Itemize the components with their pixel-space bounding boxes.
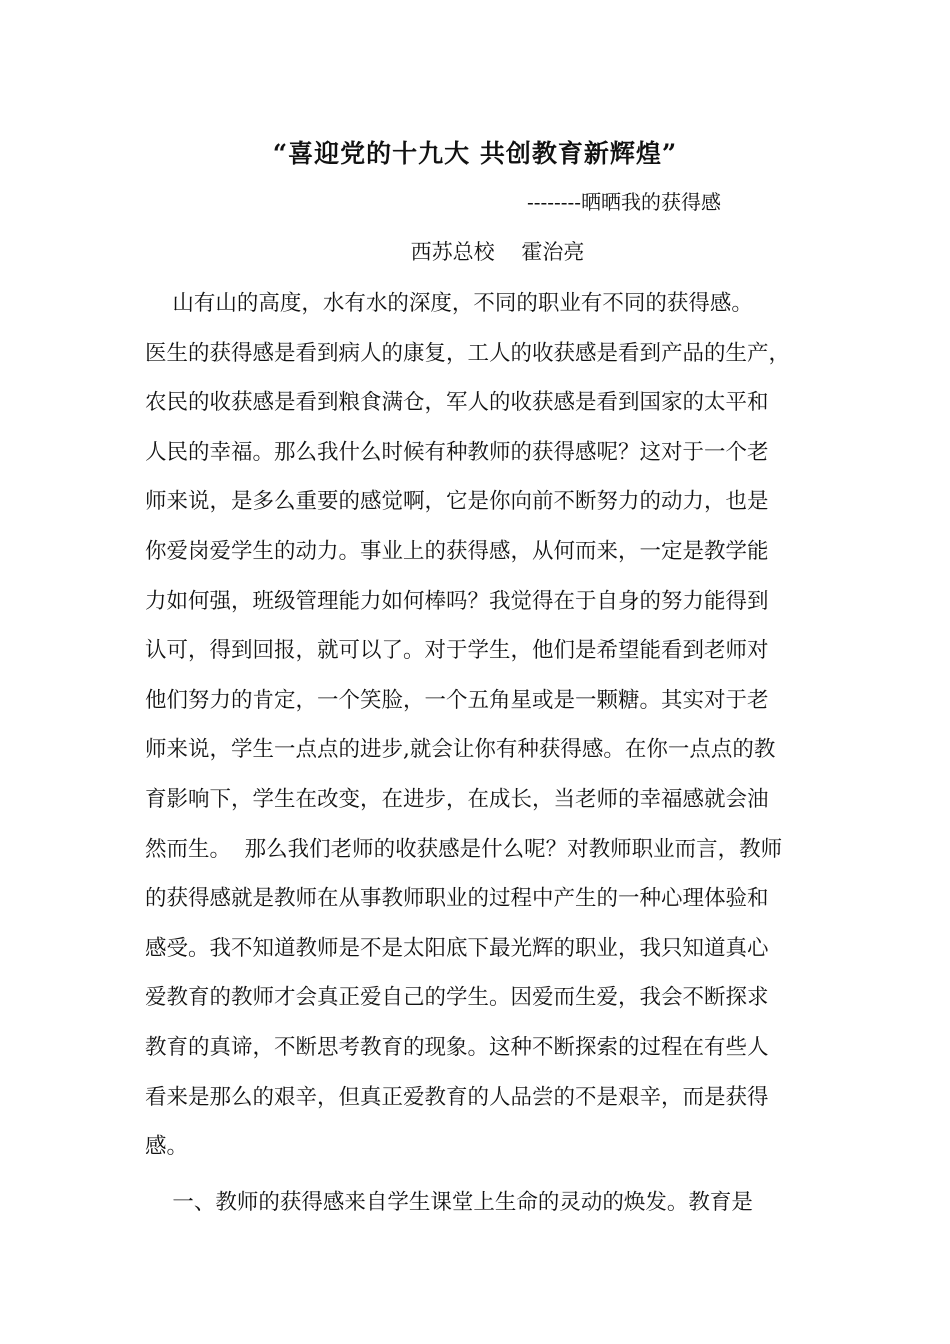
text-line: 教育的真谛，不断思考教育的现象。这种不断探索的过程在有些人 [145, 1034, 769, 1060]
text-line: 看来是那么的艰辛，但真正爱教育的人品尝的不是艰辛，而是获得 [145, 1084, 769, 1110]
text-line: 师来说，是多么重要的感觉啊，它是你向前不断努力的动力，也是 [145, 489, 769, 515]
text-line: 农民的收获感是看到粮食满仓，军人的收获感是看到国家的太平和 [145, 390, 769, 416]
text-line: 育影响下，学生在改变，在进步，在成长，当老师的幸福感就会油 [145, 786, 769, 812]
text-line: 感。 [145, 1134, 189, 1160]
text-line: 山有山的高度，水有水的深度，不同的职业有不同的获得感。 [145, 291, 753, 316]
text-line: 的获得感就是教师在从事教师职业的过程中产生的一种心理体验和 [145, 886, 769, 912]
text-line: 医生的获得感是看到病人的康复，工人的收获感是看到产品的生产， [145, 340, 791, 366]
text-line: 然而生。 那么我们老师的收获感是什么呢？对教师职业而言，教师 [145, 836, 783, 862]
section-heading-line: 一、教师的获得感来自学生课堂上生命的灵动的焕发。教育是 [145, 1189, 753, 1215]
text-line: 你爱岗爱学生的动力。事业上的获得感，从何而来，一定是教学能 [145, 538, 769, 564]
text-line: 师来说，学生一点点的进步,就会让你有种获得感。在你一点点的教 [145, 737, 776, 763]
text-line: 人民的幸福。那么我什么时候有种教师的获得感呢？这对于一个老 [145, 439, 769, 465]
text-line: 爱教育的教师才会真正爱自己的学生。因爱而生爱，我会不断探求 [145, 985, 769, 1011]
text-line: 他们努力的肯定，一个笑脸，一个五角星或是一颗糖。其实对于老 [145, 687, 769, 713]
text-line: 感受。我不知道教师是不是太阳底下最光辉的职业，我只知道真心 [145, 935, 769, 961]
text-line: 力如何强，班级管理能力如何棒吗？我觉得在于自身的努力能得到 [145, 588, 769, 614]
document-author: 西苏总校 霍治亮 [410, 240, 585, 264]
document-title: “喜迎党的十九大 共创教育新辉煌” [272, 139, 678, 168]
text-line: 认可，得到回报，就可以了。对于学生，他们是希望能看到老师对 [145, 638, 769, 664]
document-subtitle: --------晒晒我的获得感 [527, 190, 722, 214]
body-text [145, 284, 810, 1232]
